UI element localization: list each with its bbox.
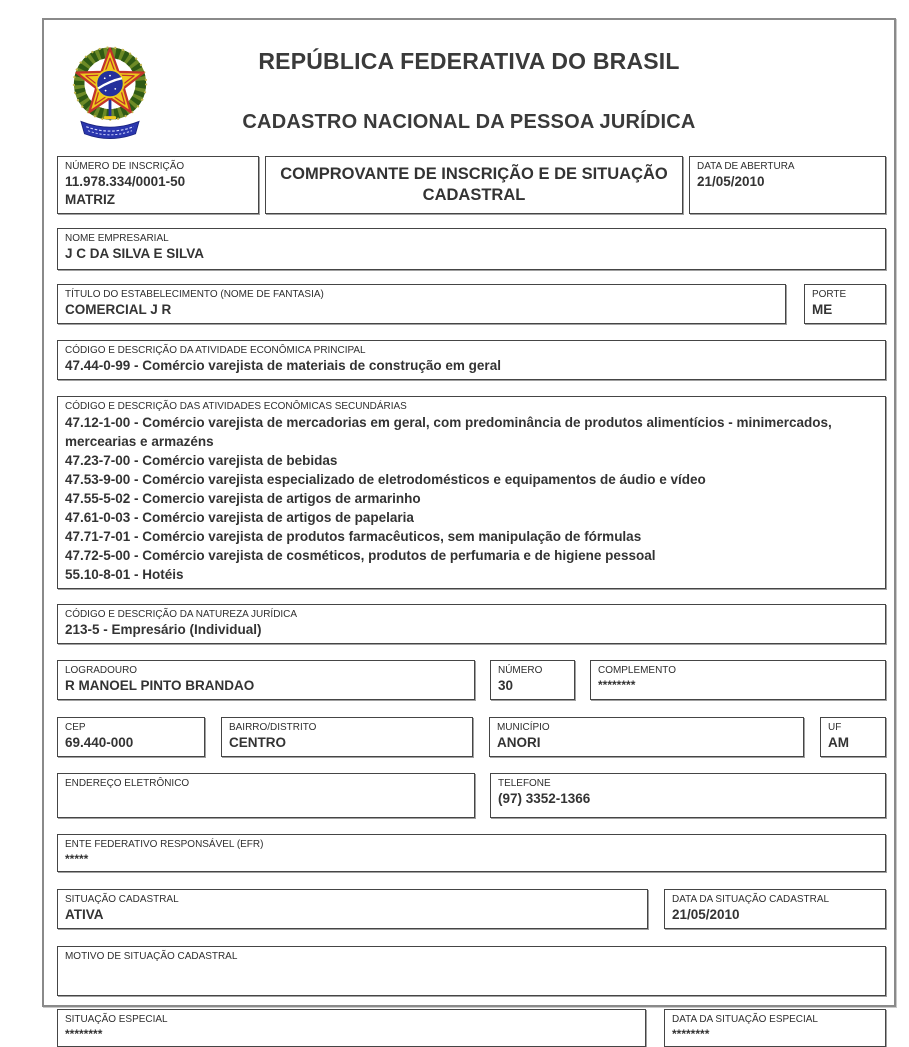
field-cep [57,717,205,757]
field-motivo-situacao-cadastral [57,946,886,996]
field-label: LOGRADOURO [65,664,138,676]
field-label: TÍTULO DO ESTABELECIMENTO (NOME DE FANTASIA) [65,288,324,300]
field-label: DATA DA SITUAÇÃO ESPECIAL [672,1013,818,1025]
field-label: CÓDIGO E DESCRIÇÃO DA NATUREZA JURÍDICA [65,608,298,620]
field-label: ENTE FEDERATIVO RESPONSÁVEL (EFR) [65,838,264,850]
field-value: ANORI [497,735,541,750]
field-data-situacao-especial [664,1009,886,1047]
field-value: J C DA SILVA E SILVA [65,246,205,261]
field-value: ME [812,302,833,317]
field-value: 21/05/2010 [672,907,740,922]
field-value: 47.44-0-99 - Comércio varejista de materiais de construção em geral [65,358,501,373]
field-label: CÓDIGO E DESCRIÇÃO DA ATIVIDADE ECONÔMICA PRINCIPAL [65,344,366,356]
secondary-activity-item: 47.12-1-00 - Comércio varejista de mercadorias em geral, com predominância de produtos alimentícios - minimercados, mercearias e armazéns [65,415,832,449]
secondary-activity-item: 47.53-9-00 - Comércio varejista especializado de eletrodomésticos e equipamentos de áudio e vídeo [65,472,706,487]
field-value: 213-5 - Empresário (Individual) [65,622,262,637]
field-value: ATIVA [65,907,104,922]
brazil-coat-of-arms-icon [66,42,154,146]
field-value: R MANOEL PINTO BRANDAO [65,678,255,693]
field-value: 30 [498,678,514,693]
field-numero [490,660,575,700]
field-value: 69.440-000 [65,735,134,750]
field-value: CENTRO [229,735,286,750]
secondary-activity-item: 47.71-7-01 - Comércio varejista de produtos farmacêuticos, sem manipulação de fórmulas [65,529,642,544]
field-label: DATA DE ABERTURA [697,160,795,172]
field-label: CÓDIGO E DESCRIÇÃO DAS ATIVIDADES ECONÔMICAS SECUNDÁRIAS [65,400,407,412]
field-label: MUNICÍPIO [497,721,550,733]
certificate-title: COMPROVANTE DE INSCRIÇÃO E DE SITUAÇÃO CADASTRAL [265,156,683,214]
field-label: CEP [65,721,86,733]
field-atividade-principal [57,340,886,380]
field-natureza-juridica [57,604,886,644]
field-label: SITUAÇÃO ESPECIAL [65,1013,168,1025]
field-label: COMPLEMENTO [598,664,676,676]
field-endereco-eletronico [57,773,475,818]
field-complemento [590,660,886,700]
field-value: AM [828,735,849,750]
field-value: ******** [598,678,636,692]
field-situacao-especial [57,1009,646,1047]
field-label: MOTIVO DE SITUAÇÃO CADASTRAL [65,950,238,962]
field-data-situacao-cadastral [664,889,886,929]
secondary-activity-item: 47.55-5-02 - Comercio varejista de artigos de armarinho [65,491,421,506]
field-label: ENDEREÇO ELETRÔNICO [65,777,190,789]
field-efr [57,834,886,872]
field-atividades-secundarias [57,396,886,589]
field-value: (97) 3352-1366 [498,791,591,806]
field-label: SITUAÇÃO CADASTRAL [65,893,179,905]
cnpj-title: CADASTRO NACIONAL DA PESSOA JURÍDICA [242,111,696,133]
field-data-abertura [689,156,886,214]
cnpj-document-page [42,18,896,1041]
field-label: NOME EMPRESARIAL [65,232,169,244]
field-porte [804,284,886,324]
field-value: ******** [65,1027,103,1041]
field-label: NÚMERO [498,664,543,676]
field-label: TELEFONE [498,777,551,789]
secondary-activity-item: 47.61-0-03 - Comércio varejista de artigos de papelaria [65,510,414,525]
field-uf [820,717,886,757]
field-value: 11.978.334/0001-50 [65,174,186,189]
form-content [44,152,894,1047]
field-situacao-cadastral [57,889,648,929]
field-municipio [489,717,804,757]
field-telefone [490,773,886,818]
field-label: PORTE [812,288,847,300]
secondary-activity-item: 55.10-8-01 - Hotéis [65,567,184,582]
field-label: DATA DA SITUAÇÃO CADASTRAL [672,893,830,905]
secondary-activity-item: 47.23-7-00 - Comércio varejista de bebidas [65,453,338,468]
field-label: UF [828,721,842,733]
field-numero-inscricao [57,156,259,214]
matriz-flag: MATRIZ [65,192,115,207]
field-logradouro [57,660,475,700]
field-label: BAIRRO/DISTRITO [229,721,317,733]
field-value: ******** [672,1027,710,1041]
field-bairro-distrito [221,717,473,757]
field-label: NÚMERO DE INSCRIÇÃO [65,160,185,172]
republic-title: REPÚBLICA FEDERATIVA DO BRASIL [258,48,680,74]
secondary-activity-item: 47.72-5-00 - Comércio varejista de cosméticos, produtos de perfumaria e de higiene pessoal [65,548,656,563]
document-header [44,20,894,152]
field-value: 21/05/2010 [697,174,765,189]
field-value: COMERCIAL J R [65,302,172,317]
field-titulo-estabelecimento [57,284,786,324]
field-value: ***** [65,852,89,866]
field-nome-empresarial [57,228,886,270]
